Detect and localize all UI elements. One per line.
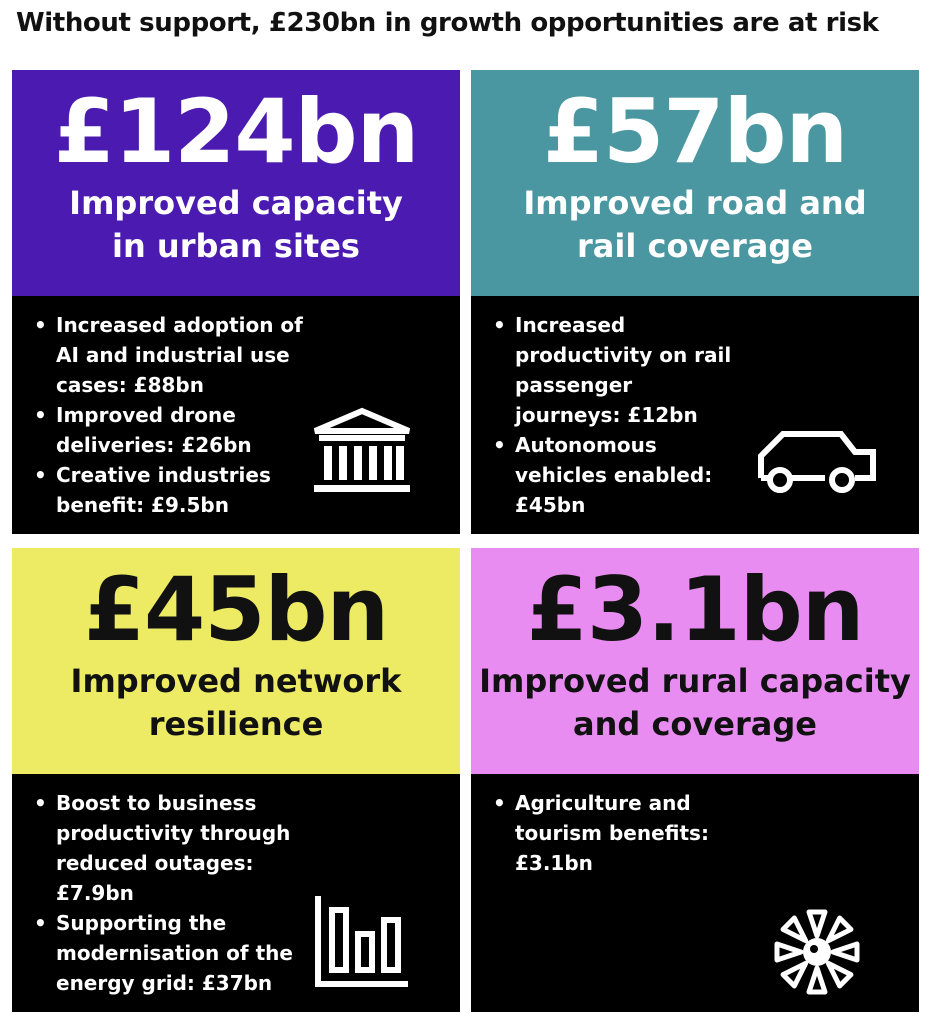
bullet-item: • Improved drone deliveries: £26bn — [34, 400, 314, 460]
building-columns-icon — [310, 406, 414, 496]
car-icon — [755, 426, 881, 498]
page-title: Without support, £230bn in growth opportunities are at risk — [16, 8, 879, 38]
card-amount: £45bn — [83, 558, 389, 661]
bullet-list — [493, 788, 713, 878]
card-amount: £57bn — [542, 80, 848, 183]
card-network-resilience — [12, 548, 460, 1012]
card-amount: £124bn — [53, 80, 419, 183]
bullet-item: • Agriculture and tourism benefits: £3.1bn — [493, 788, 713, 878]
bullet-item: • Creative industries benefit: £9.5bn — [34, 460, 314, 520]
bullet-list — [34, 310, 314, 520]
card-details — [471, 296, 919, 534]
card-header — [12, 70, 460, 296]
card-label: Improved rural capacity and coverage — [479, 662, 911, 743]
bullet-list — [34, 788, 314, 998]
bullet-item: • Supporting the modernisation of the energy grid: £37bn — [34, 908, 314, 998]
card-urban-capacity — [12, 70, 460, 534]
card-header — [12, 548, 460, 774]
card-label: Improved capacity in urban sites — [69, 184, 403, 265]
bullet-item: • Increased productivity on rail passenger journeys: £12bn — [493, 310, 743, 430]
bullet-list — [493, 310, 743, 520]
card-details — [12, 296, 460, 534]
card-label: Improved road and rail coverage — [523, 184, 867, 265]
bullet-item: • Autonomous vehicles enabled: £45bn — [493, 430, 743, 520]
sunflower-icon — [767, 902, 867, 1002]
card-details — [12, 774, 460, 1012]
card-rural-coverage — [471, 548, 919, 1012]
card-amount: £3.1bn — [526, 558, 864, 661]
bullet-item: • Increased adoption of AI and industrial use cases: £88bn — [34, 310, 314, 400]
bar-chart-icon — [312, 892, 412, 992]
card-label: Improved network resilience — [70, 662, 402, 743]
bullet-item: • Boost to business productivity through reduced outages: £7.9bn — [34, 788, 314, 908]
card-details — [471, 774, 919, 1012]
card-header — [471, 70, 919, 296]
card-header — [471, 548, 919, 774]
card-road-rail — [471, 70, 919, 534]
